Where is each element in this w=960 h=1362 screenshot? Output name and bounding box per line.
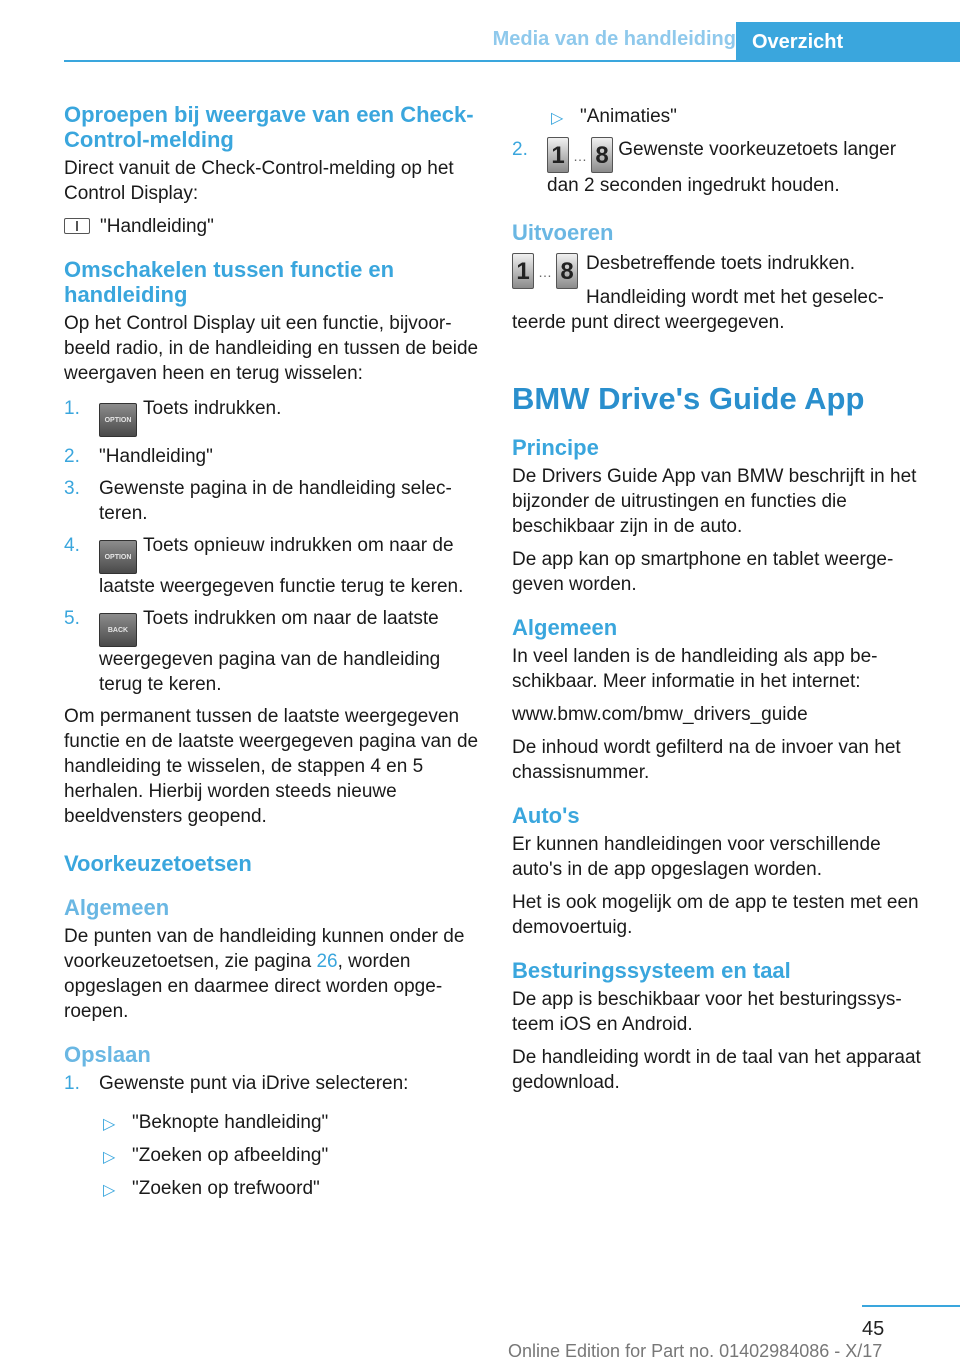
triangle-bullet-icon: ▷	[103, 1149, 116, 1166]
list-item	[64, 444, 480, 469]
list-item	[64, 476, 480, 526]
steps-list	[64, 396, 480, 697]
bullet-text: "Beknopte handleiding"	[132, 1112, 329, 1133]
paragraph-text: , worden opgeslagen en daarmee direct worden opgeroepen.	[64, 951, 443, 1022]
back-button-icon: BACK	[99, 613, 137, 647]
paragraph-principe-1: De Drivers Guide App van BMW beschrijft in het bijzonder de uitrustingen en functies die beschikbaar zijn in de auto.	[512, 466, 917, 537]
footer-edition: Online Edition for Part no. 01402984086 - X/17	[508, 1341, 883, 1361]
paragraph-checkcontrol: Direct vanuit de Check-Control-melding op het Control Display:	[64, 158, 454, 204]
uitvoeren-block	[512, 251, 928, 311]
paragraph-os-2: De handleiding wordt in de taal van het apparaat gedownload.	[512, 1047, 921, 1093]
preset-key-icon: 8	[591, 137, 613, 173]
heading-opslaan: Opslaan	[64, 1042, 151, 1067]
list-item	[64, 1071, 480, 1201]
ellipsis-icon: …	[573, 148, 587, 164]
manual-book-icon	[64, 218, 90, 234]
step-number: 4.	[64, 535, 80, 556]
triangle-bullet-icon: ▷	[103, 1116, 116, 1133]
step-number: 1.	[64, 1073, 80, 1094]
header-section-title: Media van de handleiding	[492, 28, 736, 50]
paragraph-algemeen-1: In veel landen is de handleiding als app beschikbaar. Meer informatie in het internet:	[512, 646, 878, 692]
list-item	[64, 533, 480, 599]
option-button-icon: OPTION	[99, 403, 137, 437]
page-number: 45	[862, 1318, 885, 1340]
url-text: www.bmw.com/bmw_drivers_guide	[512, 704, 808, 725]
heading-uitvoeren: Uitvoeren	[512, 220, 614, 245]
triangle-bullet-icon: ▷	[103, 1182, 116, 1199]
uitvoeren-text: Handleiding wordt met het geselecteerde punt direct weergegeven.	[512, 287, 884, 333]
heading-checkcontrol: Oproepen bij weergave van een Check-Control-melding	[64, 102, 474, 152]
option-button-icon: OPTION	[99, 540, 137, 574]
bullet-item	[99, 1143, 480, 1168]
paragraph-os-1: De app is beschikbaar voor het besturingssysteem iOS en Android.	[512, 989, 902, 1035]
preset-key-icon: 1	[547, 137, 569, 173]
heading-omschakelen: Omschakelen tussen functie en handleiding	[64, 257, 395, 307]
list-item	[64, 396, 480, 437]
left-column	[64, 102, 480, 1209]
bullet-text: "Zoeken op trefwoord"	[132, 1178, 320, 1199]
step-text: Toets indrukken.	[143, 398, 282, 419]
bullet-item	[547, 104, 928, 129]
steps-list	[512, 137, 928, 198]
paragraph-text: De punten van de handleiding kunnen onder de voorkeuzetoetsen, zie pagina	[64, 926, 465, 972]
paragraph-permanent: Om permanent tussen de laatste weergegeven functie en de laatste weergegeven pagina van de handleiding te wisselen, de stappen 4 en 5 herhalen. Hierbij worden steeds nieuwe beeldvensters geopend.	[64, 706, 479, 827]
handleiding-item	[64, 214, 480, 239]
opslaan-steps	[64, 1071, 480, 1201]
bullet-item	[99, 1110, 480, 1135]
step-text: Gewenste punt via iDrive selecteren:	[99, 1073, 409, 1094]
preset-keys	[512, 253, 578, 289]
step-text: Toets indrukken om naar de laatste weergegeven pagina van de handleiding terug te keren.	[99, 608, 441, 695]
paragraph-algemeen-2: De inhoud wordt gefilterd na de invoer van het chassisnummer.	[512, 737, 901, 783]
step-text: "Handleiding"	[99, 446, 213, 467]
triangle-bullet-icon: ▷	[551, 110, 564, 127]
heading-bmw-app: BMW Drive's Guide App	[512, 381, 865, 416]
header-chapter-tab: Overzicht	[736, 22, 960, 62]
heading-principe: Principe	[512, 435, 599, 460]
header-rule	[64, 60, 960, 62]
heading-os: Besturingssysteem en taal	[512, 958, 791, 983]
paragraph-omschakelen: Op het Control Display uit een functie, bijvoorbeeld radio, in de handleiding en tussen de beide weergaven heen en terug wisselen:	[64, 313, 479, 384]
step-text: Gewenste pagina in de handleiding selecteren.	[99, 478, 452, 524]
preset-key-icon: 8	[556, 253, 578, 289]
page-link[interactable]: 26	[316, 951, 338, 972]
list-item	[512, 137, 928, 198]
preset-key-icon: 1	[512, 253, 534, 289]
bullet-text: "Animaties"	[580, 106, 677, 127]
bullet-list	[512, 104, 928, 129]
paragraph-autos-2: Het is ook mogelijk om de app te testen met een demovoertuig.	[512, 892, 919, 938]
bullet-item	[99, 1176, 480, 1201]
step-number: 2.	[64, 446, 80, 467]
heading-algemeen: Algemeen	[64, 895, 170, 920]
ellipsis-icon: …	[538, 264, 552, 280]
handleiding-label: "Handleiding"	[100, 216, 214, 237]
bullet-text: "Zoeken op afbeelding"	[132, 1145, 329, 1166]
paragraph-autos-1: Er kunnen handleidingen voor verschillende auto's in de app opgeslagen worden.	[512, 834, 881, 880]
heading-voorkeuzetoetsen: Voorkeuzetoetsen	[64, 851, 252, 876]
paragraph-principe-2: De app kan op smartphone en tablet weergegeven worden.	[512, 549, 894, 595]
step-number: 2.	[512, 139, 528, 160]
step-text: Toets opnieuw indrukken om naar de laatste weergegeven functie terug te keren.	[99, 535, 464, 597]
step-text: Gewenste voorkeuzetoets langer dan 2 seconden ingedrukt houden.	[547, 139, 897, 196]
step-number: 3.	[64, 478, 80, 499]
uitvoeren-text: Desbetreffende toets indrukken.	[586, 253, 855, 274]
list-item	[64, 606, 480, 697]
footer-rule	[862, 1305, 960, 1307]
heading-autos: Auto's	[512, 803, 580, 828]
step-number: 1.	[64, 398, 80, 419]
page-header	[64, 0, 960, 62]
heading-algemeen-app: Algemeen	[512, 615, 618, 640]
bullet-list	[99, 1110, 480, 1201]
paragraph-algemeen	[64, 924, 480, 1024]
right-column	[512, 102, 928, 1103]
step-number: 5.	[64, 608, 80, 629]
